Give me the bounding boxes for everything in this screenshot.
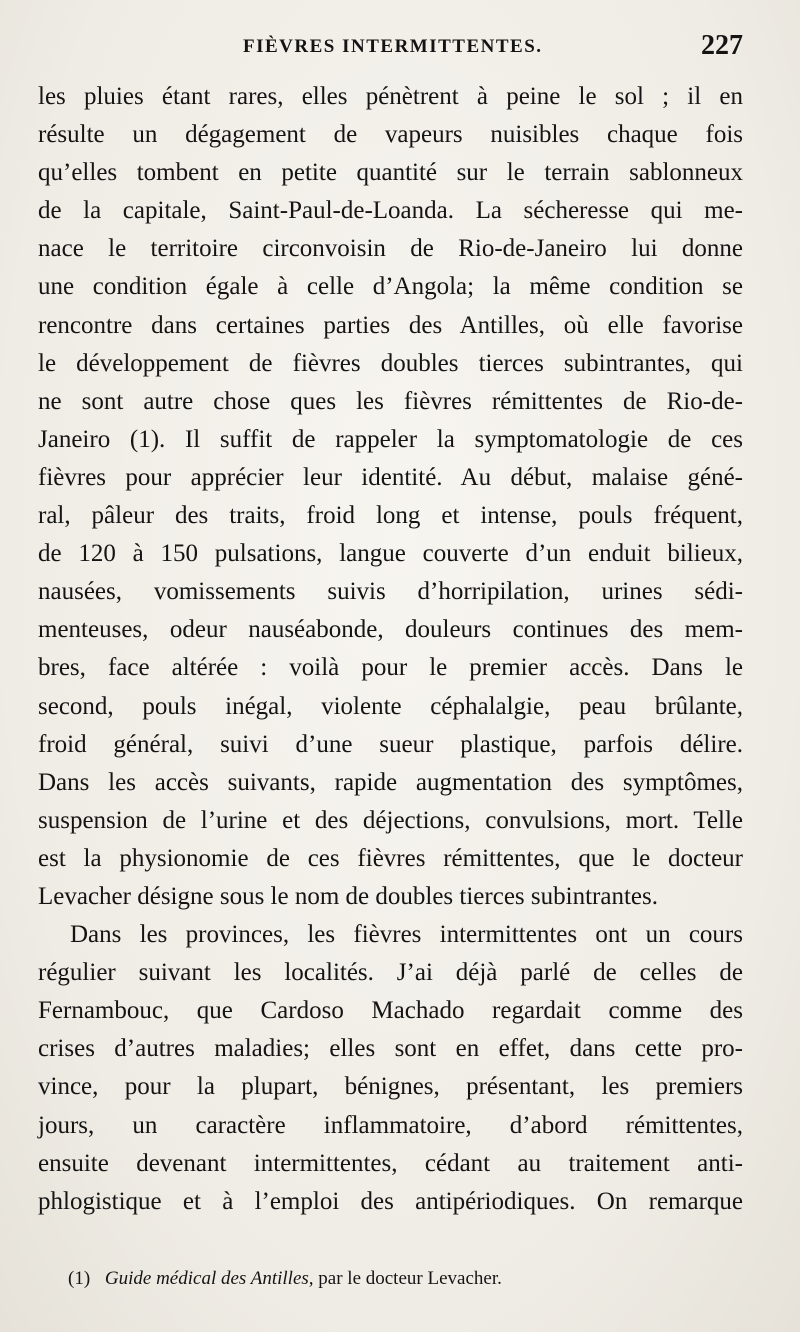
text-line: vince, pour la plupart, bénignes, présentant, les premiers: [38, 1073, 743, 1101]
text-line: crises d’autres maladies; elles sont en effet, dans cette pro-: [38, 1035, 743, 1063]
running-title: FIÈVRES INTERMITTENTES.: [243, 36, 543, 57]
text-line: une condition égale à celle d’Angola; la même condition se: [38, 273, 743, 301]
footnote: [68, 1266, 748, 1292]
text-line: fièvres pour apprécier leur identité. Au début, malaise géné-: [38, 463, 743, 491]
text-line: menteuses, odeur nauséabonde, douleurs continues des mem-: [38, 616, 743, 644]
page-number: 227: [701, 30, 743, 61]
text-line: froid général, suivi d’une sueur plastique, parfois délire.: [38, 730, 743, 758]
text-line: le développement de fièvres doubles tierces subintrantes, qui: [38, 349, 743, 377]
text-line: ral, pâleur des traits, froid long et intense, pouls fréquent,: [38, 502, 743, 530]
text-line: régulier suivant les localités. J’ai déjà parlé de celles de: [38, 959, 743, 987]
page-header: [38, 30, 743, 64]
text-line: les pluies étant rares, elles pénètrent à peine le sol ; il en: [38, 83, 743, 110]
text-line: suspension de l’urine et des déjections, convulsions, mort. Telle: [38, 806, 743, 834]
body-text: [38, 78, 743, 1221]
paragraph: [38, 916, 743, 1221]
text-line: second, pouls inégal, violente céphalalgie, peau brûlante,: [38, 692, 743, 720]
text-line: bres, face altérée : voilà pour le premier accès. Dans le: [38, 654, 743, 682]
text-line: Janeiro (1). Il suffit de rappeler la symptomatologie de ces: [38, 425, 743, 453]
text-line: Dans les provinces, les fièvres intermittentes ont un cours: [70, 921, 743, 949]
text-line: nace le territoire circonvoisin de Rio-de-Janeiro lui donne: [38, 235, 743, 263]
text-line: qu’elles tombent en petite quantité sur le terrain sablonneux: [38, 159, 743, 187]
text-line: est la physionomie de ces fièvres rémittentes, que le docteur: [38, 844, 743, 872]
text-line: jours, un caractère inflammatoire, d’abord rémittentes,: [38, 1111, 743, 1139]
footnote-title: Guide médical des Antilles,: [104, 1268, 314, 1289]
text-line: ne sont autre chose ques les fièvres rémittentes de Rio-de-: [38, 387, 743, 415]
text-line: ensuite devenant intermittentes, cédant au traitement anti-: [38, 1149, 743, 1177]
text-line: de la capitale, Saint-Paul-de-Loanda. La sécheresse qui me-: [38, 197, 743, 225]
text-line: Fernambouc, que Cardoso Machado regardait comme des: [38, 997, 743, 1025]
text-line: rencontre dans certaines parties des Antilles, où elle favorise: [38, 311, 743, 339]
text-line: phlogistique et à l’emploi des antipériodiques. On remarque: [38, 1187, 743, 1215]
footnote-mark: (1): [68, 1268, 91, 1289]
text-line: Dans les accès suivants, rapide augmentation des symptômes,: [38, 768, 743, 796]
text-line: Levacher désigne sous le nom de doubles tierces subintrantes.: [38, 882, 658, 910]
text-line: résulte un dégagement de vapeurs nuisibles chaque fois: [38, 121, 743, 149]
footnote-text: par le docteur Levacher.: [318, 1268, 502, 1289]
paragraph: [38, 78, 743, 916]
text-line: nausées, vomissements suivis d’horripilation, urines sédi-: [38, 578, 743, 606]
text-line: de 120 à 150 pulsations, langue couverte d’un enduit bilieux,: [38, 540, 743, 568]
